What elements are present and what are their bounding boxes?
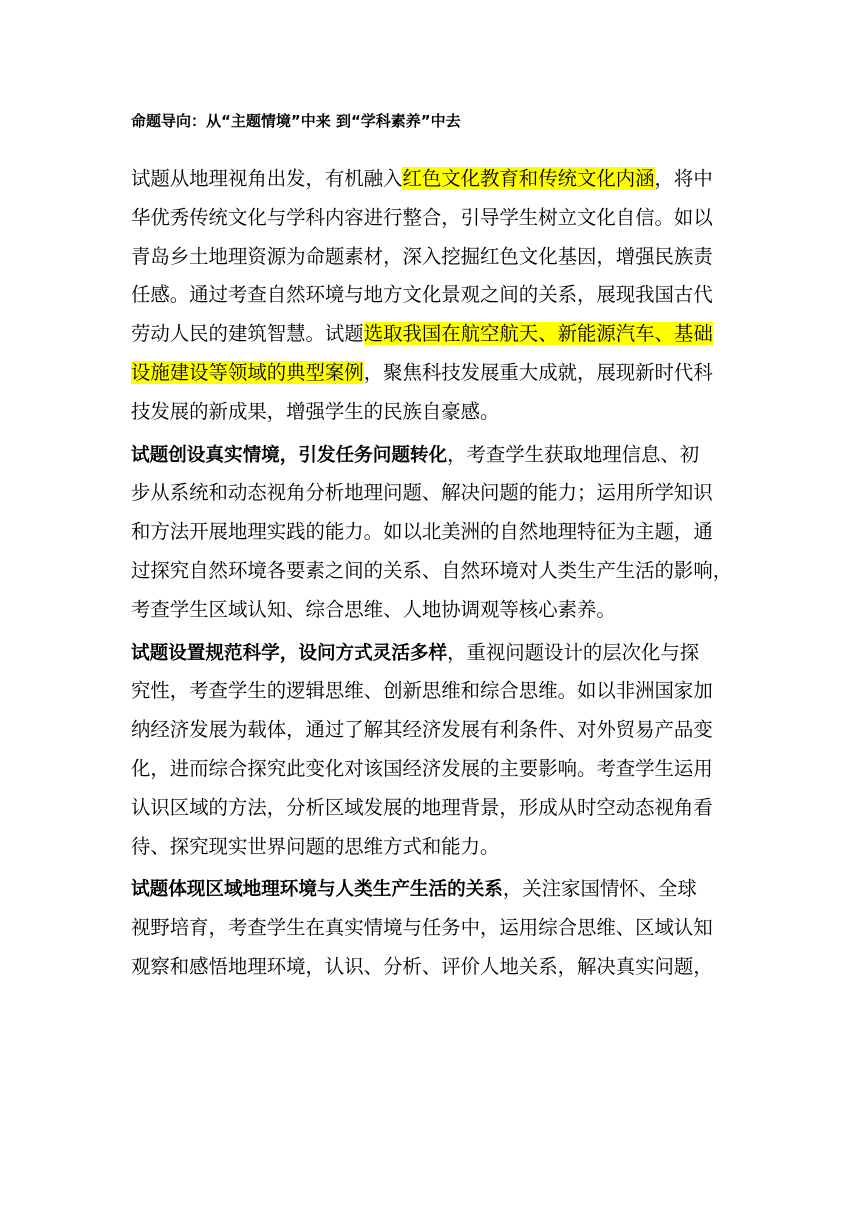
highlighted-text: 选取我国在航空航天、新能源汽车、基础: [363, 322, 713, 346]
text-line: [131, 750, 731, 789]
body-text: ，关注家国情怀、全球: [502, 877, 697, 901]
highlighted-text: 红色文化教育和传统文化内涵: [402, 167, 655, 190]
text-line: [131, 672, 731, 711]
text-line: [131, 634, 731, 673]
body-text: 纳经济发展为载体，通过了解其经济发展有利条件、对外贸易产品变: [131, 718, 713, 742]
body-text: 试题从地理视角出发，有机融入: [131, 167, 403, 190]
document-heading: 命题导向：从“主题情境”中来 到“学科素养”中去: [131, 112, 461, 130]
body-text: 待、探究现实世界问题的思维方式和能力。: [131, 834, 500, 858]
body-text: 技发展的新成果，增强学生的民族自豪感。: [131, 399, 500, 423]
body-text: 化，进而综合探究此变化对该国经济发展的主要影响。考查学生运用: [131, 756, 713, 780]
text-line: [131, 789, 731, 828]
text-line: [131, 354, 731, 393]
text-line: [131, 948, 731, 987]
text-line: [131, 870, 731, 909]
text-line: [131, 474, 731, 513]
text-line: [131, 276, 731, 315]
body-text: ，考查学生获取地理信息、初: [447, 442, 700, 466]
text-line: [131, 909, 731, 948]
text-line: [131, 199, 731, 238]
body-text: 考查学生区域认知、综合思维、人地协调观等核心素养。: [131, 597, 616, 621]
bold-lead-text: 试题创设真实情境，引发任务问题转化: [131, 444, 448, 466]
body-text: 青岛乡土地理资源为命题素材，深入挖掘红色文化基因，增强民族责: [131, 244, 713, 268]
body-text: ，聚焦科技发展重大成就，展现新时代科: [363, 360, 713, 384]
text-line: [131, 552, 731, 591]
body-text: 过探究自然环境各要素之间的关系、自然环境对人类生产生活的影响，: [131, 558, 733, 582]
paragraph: [131, 160, 731, 432]
body-text: 认识区域的方法，分析区域发展的地理背景，形成从时空动态视角看: [131, 795, 713, 819]
body-text: 步从系统和动态视角分析地理问题、解决问题的能力；运用所学知识: [131, 481, 713, 505]
body-text: 劳动人民的建筑智慧。试题: [131, 322, 364, 346]
document-body: [131, 160, 731, 991]
text-line: [131, 711, 731, 750]
paragraph: [131, 634, 731, 867]
bold-lead-text: 试题设置规范科学，设问方式灵活多样: [131, 642, 448, 664]
text-line: [131, 436, 731, 475]
body-text: ，将中: [654, 167, 713, 190]
text-line: [131, 513, 731, 552]
body-text: 和方法开展地理实践的能力。如以北美洲的自然地理特征为主题，通: [131, 520, 713, 544]
body-text: 视野培育，考查学生在真实情境与任务中，运用综合思维、区域认知: [131, 916, 713, 940]
body-text: ，重视问题设计的层次化与探: [447, 640, 700, 664]
body-text: 观察和感悟地理环境，认识、分析、评价人地关系，解决真实问题，: [131, 954, 713, 978]
text-line: [131, 591, 731, 630]
paragraph: [131, 870, 731, 986]
text-line: [131, 393, 731, 432]
text-line: [131, 828, 731, 867]
body-text: 任感。通过考查自然环境与地方文化景观之间的关系，展现我国古代: [131, 283, 713, 307]
paragraph: [131, 436, 731, 630]
text-line: [131, 160, 731, 199]
bold-lead-text: 试题体现区域地理环境与人类生产生活的关系: [131, 879, 503, 901]
body-text: 华优秀传统文化与学科内容进行整合，引导学生树立文化自信。如以: [131, 205, 713, 229]
text-line: [131, 238, 731, 277]
highlighted-text: 设施建设等领域的典型案例: [131, 360, 364, 384]
text-line: [131, 315, 731, 354]
body-text: 究性，考查学生的逻辑思维、创新思维和综合思维。如以非洲国家加: [131, 679, 713, 703]
